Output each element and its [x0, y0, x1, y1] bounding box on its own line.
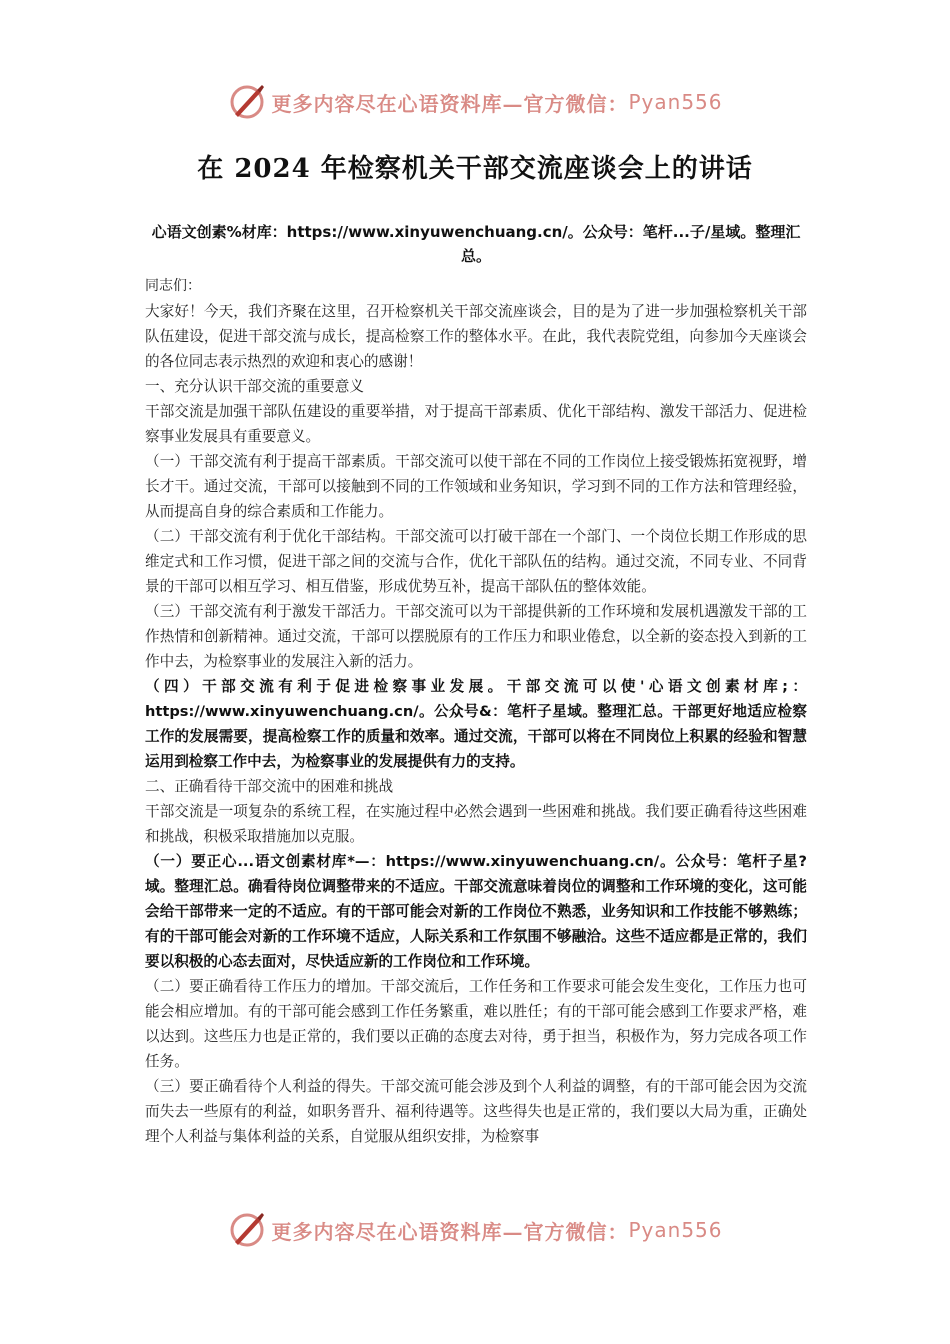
paragraph-bold: （四）干部交流有利于促进检察事业发展。干部交流可以使'心语文创素材库;：https://www.xinyuwenchuang.cn/。公众号&：笔杆子星域。整理汇总。干部更好地适应检察工作的发展需要，提高检察工作的质量和效率。通过交流，干部可以将在不同岗位上积累的经验和智慧运用到检察工作中去，为检察事业的发展提供有力的支持。 — [145, 678, 807, 770]
banner-text: 更多内容尽在心语资料库—官方微信： — [271, 1219, 629, 1244]
section-heading: 一、充分认识干部交流的重要意义 — [145, 378, 364, 395]
section-heading: 二、正确看待干部交流中的困难和挑战 — [145, 778, 394, 795]
banner-text: 更多内容尽在心语资料库—官方微信： — [271, 91, 629, 116]
header-banner — [0, 80, 950, 124]
paragraph: 干部交流是加强干部队伍建设的重要举措，对于提高干部素质、优化干部结构、激发干部活力、促进检察事业发展具有重要意义。 — [145, 403, 807, 445]
pen-logo-icon — [227, 1210, 267, 1250]
banner-wechat: Pyan556 — [628, 1218, 723, 1242]
paragraph: （三）干部交流有利于激发干部活力。干部交流可以为干部提供新的工作环境和发展机遇激发干部的工作热情和创新精神。通过交流，干部可以摆脱原有的工作压力和职业倦怠，以全新的姿态投入到新的工作中去，为检察事业的发展注入新的活力。 — [145, 603, 807, 670]
paragraph: （二）要正确看待工作压力的增加。干部交流后，工作任务和工作要求可能会发生变化，工作压力也可能会相应增加。有的干部可能会感到工作任务繁重，难以胜任；有的干部可能会感到工作要求严格，难以达到。这些压力也是正常的，我们要以正确的态度去对待，勇于担当，积极作为，努力完成各项工作任务。 — [145, 978, 807, 1070]
document-title: 在 2024 年检察机关干部交流座谈会上的讲话 — [197, 154, 753, 184]
footer-banner — [0, 1208, 950, 1252]
banner-wechat: Pyan556 — [628, 90, 723, 114]
salutation: 同志们： — [145, 278, 201, 294]
paragraph: 大家好！今天，我们齐聚在这里，召开检察机关干部交流座谈会，目的是为了进一步加强检察机关干部队伍建设，促进干部交流与成长，提高检察工作的整体水平。在此，我代表院党组，向参加今天座谈会的各位同志表示热烈的欢迎和衷心的感谢！ — [145, 303, 807, 370]
source-note: 心语文创素%材库：https://www.xinyuwenchuang.cn/。公众号：笔杆...子/星域。整理汇总。 — [151, 223, 801, 265]
paragraph: （三）要正确看待个人利益的得失。干部交流可能会涉及到个人利益的调整，有的干部可能会因为交流而失去一些原有的利益，如职务晋升、福利待遇等。这些得失也是正常的，我们要以大局为重，正确处理个人利益与集体利益的关系，自觉服从组织安排，为检察事 — [145, 1078, 807, 1145]
document-body — [145, 220, 807, 1149]
paragraph: （一）干部交流有利于提高干部素质。干部交流可以使干部在不同的工作岗位上接受锻炼拓宽视野，增长才干。通过交流，干部可以接触到不同的工作领域和业务知识，学习到不同的工作方法和管理经验，从而提高自身的综合素质和工作能力。 — [145, 453, 807, 520]
paragraph-bold: （一）要正心...语文创素材库*—：https://www.xinyuwenchuang.cn/。公众号：笔杆子星?域。整理汇总。确看待岗位调整带来的不适应。干部交流意味着岗位的调整和工作环境的变化，这可能会给干部带来一定的不适应。有的干部可能会对新的工作岗位不熟悉，业务知识和工作技能不够熟练；有的干部可能会对新的工作环境不适应，人际关系和工作氛围不够融洽。这些不适应都是正常的，我们要以积极的心态去面对，尽快适应新的工作岗位和工作环境。 — [145, 853, 807, 970]
paragraph: 干部交流是一项复杂的系统工程，在实施过程中必然会遇到一些困难和挑战。我们要正确看待这些困难和挑战，积极采取措施加以克服。 — [145, 803, 807, 845]
pen-logo-icon — [227, 82, 267, 122]
paragraph: （二）干部交流有利于优化干部结构。干部交流可以打破干部在一个部门、一个岗位长期工作形成的思维定式和工作习惯，促进干部之间的交流与合作，优化干部队伍的结构。通过交流，不同专业、不同背景的干部可以相互学习、相互借鉴，形成优势互补，提高干部队伍的整体效能。 — [145, 528, 807, 595]
